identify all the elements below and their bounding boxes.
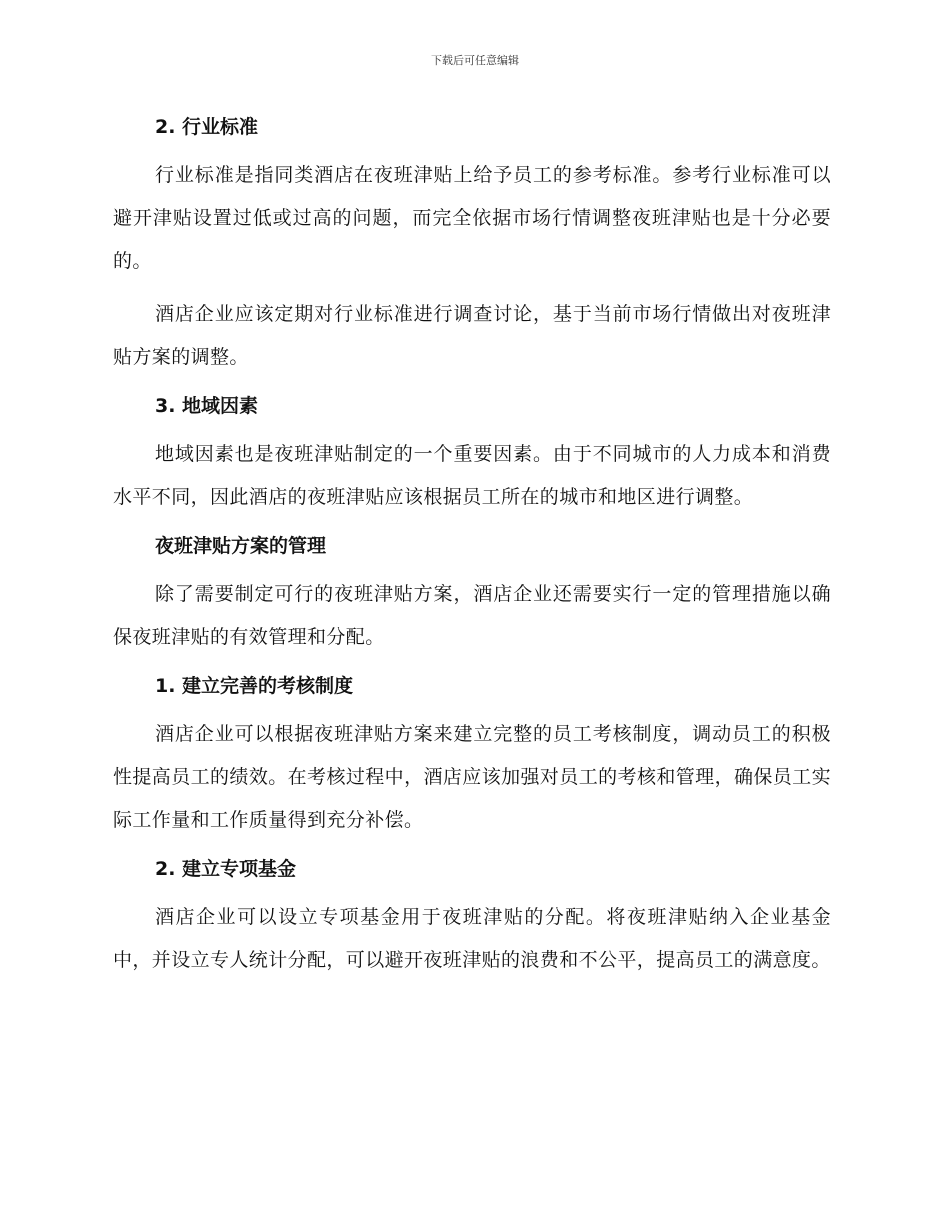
- page-header-note: 下载后可任意编辑: [431, 54, 519, 67]
- paragraph: 酒店企业应该定期对行业标准进行调查讨论，基于当前市场行情做出对夜班津贴方案的调整。: [113, 303, 831, 368]
- paragraph: 行业标准是指同类酒店在夜班津贴上给予员工的参考标准。参考行业标准可以避开津贴设置过低或过高的问题，而完全依据市场行情调整夜班津贴也是十分必要的。: [113, 164, 831, 272]
- section-heading-regional-factor: 3. 地域因素: [155, 395, 259, 417]
- document-body: [113, 110, 831, 992]
- paragraph: 酒店企业可以设立专项基金用于夜班津贴的分配。将夜班津贴纳入企业基金中，并设立专人统计分配，可以避开夜班津贴的浪费和不公平，提高员工的满意度。: [113, 906, 831, 971]
- paragraph: 酒店企业可以根据夜班津贴方案来建立完整的员工考核制度，调动员工的积极性提高员工的绩效。在考核过程中，酒店应该加强对员工的考核和管理，确保员工实际工作量和工作质量得到充分补偿。: [113, 723, 831, 831]
- paragraph: 地域因素也是夜班津贴制定的一个重要因素。由于不同城市的人力成本和消费水平不同，因此酒店的夜班津贴应该根据员工所在的城市和地区进行调整。: [113, 443, 831, 508]
- section-heading-assessment-system: 1. 建立完善的考核制度: [155, 675, 354, 697]
- section-heading-industry-standard: 2. 行业标准: [155, 116, 259, 138]
- section-heading-management: 夜班津贴方案的管理: [155, 535, 327, 557]
- section-heading-special-fund: 2. 建立专项基金: [155, 858, 297, 880]
- paragraph: 除了需要制定可行的夜班津贴方案，酒店企业还需要实行一定的管理措施以确保夜班津贴的有效管理和分配。: [113, 583, 831, 648]
